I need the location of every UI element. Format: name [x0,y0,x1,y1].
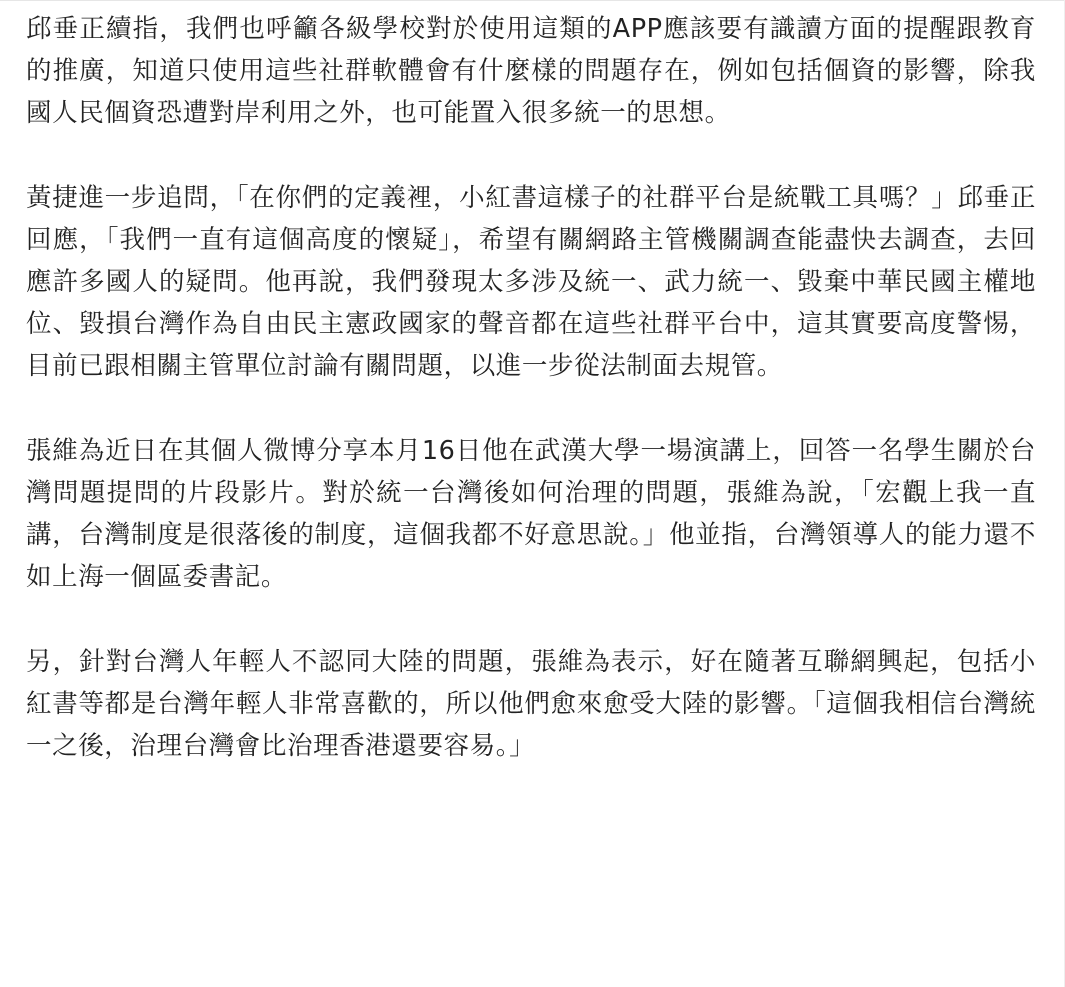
article-paragraph-4: 另，針對台灣人年輕人不認同大陸的問題，張維為表示，好在隨著互聯網興起，包括小紅書等都是台灣年輕人非常喜歡的，所以他們愈來愈受大陸的影響。「這個我相信台灣統一之後，治理台灣會比治理香港還要容易。」 [26,647,1036,761]
article-paragraph-3: 張維為近日在其個人微博分享本月16日他在武漢大學一場演講上，回答一名學生關於台灣問題提問的片段影片。對於統一台灣後如何治理的問題，張維為說，「宏觀上我一直講，台灣制度是很落後的制度，這個我都不好意思說。」他並指，台灣領導人的能力還不如上海一個區委書記。 [26,436,1036,592]
top-divider [0,0,1065,1]
article-paragraph-1: 邱垂正續指，我們也呼籲各級學校對於使用這類的APP應該要有識讀方面的提醒跟教育的推廣，知道只使用這些社群軟體會有什麼樣的問題存在，例如包括個資的影響，除我國人民個資恐遭對岸利用之外，也可能置入很多統一的思想。 [26,14,1036,128]
article-body [26,8,1036,767]
article-paragraph-2: 黃捷進一步追問，「在你們的定義裡，小紅書這樣子的社群平台是統戰工具嗎？」邱垂正回應，「我們一直有這個高度的懷疑」，希望有關網路主管機關調查能盡快去調查，去回應許多國人的疑問。他再說，我們發現太多涉及統一、武力統一、毀棄中華民國主權地位、毀損台灣作為自由民主憲政國家的聲音都在這些社群平台中，這其實要高度警惕，目前已跟相關主管單位討論有關問題，以進一步從法制面去規管。 [26,183,1036,381]
